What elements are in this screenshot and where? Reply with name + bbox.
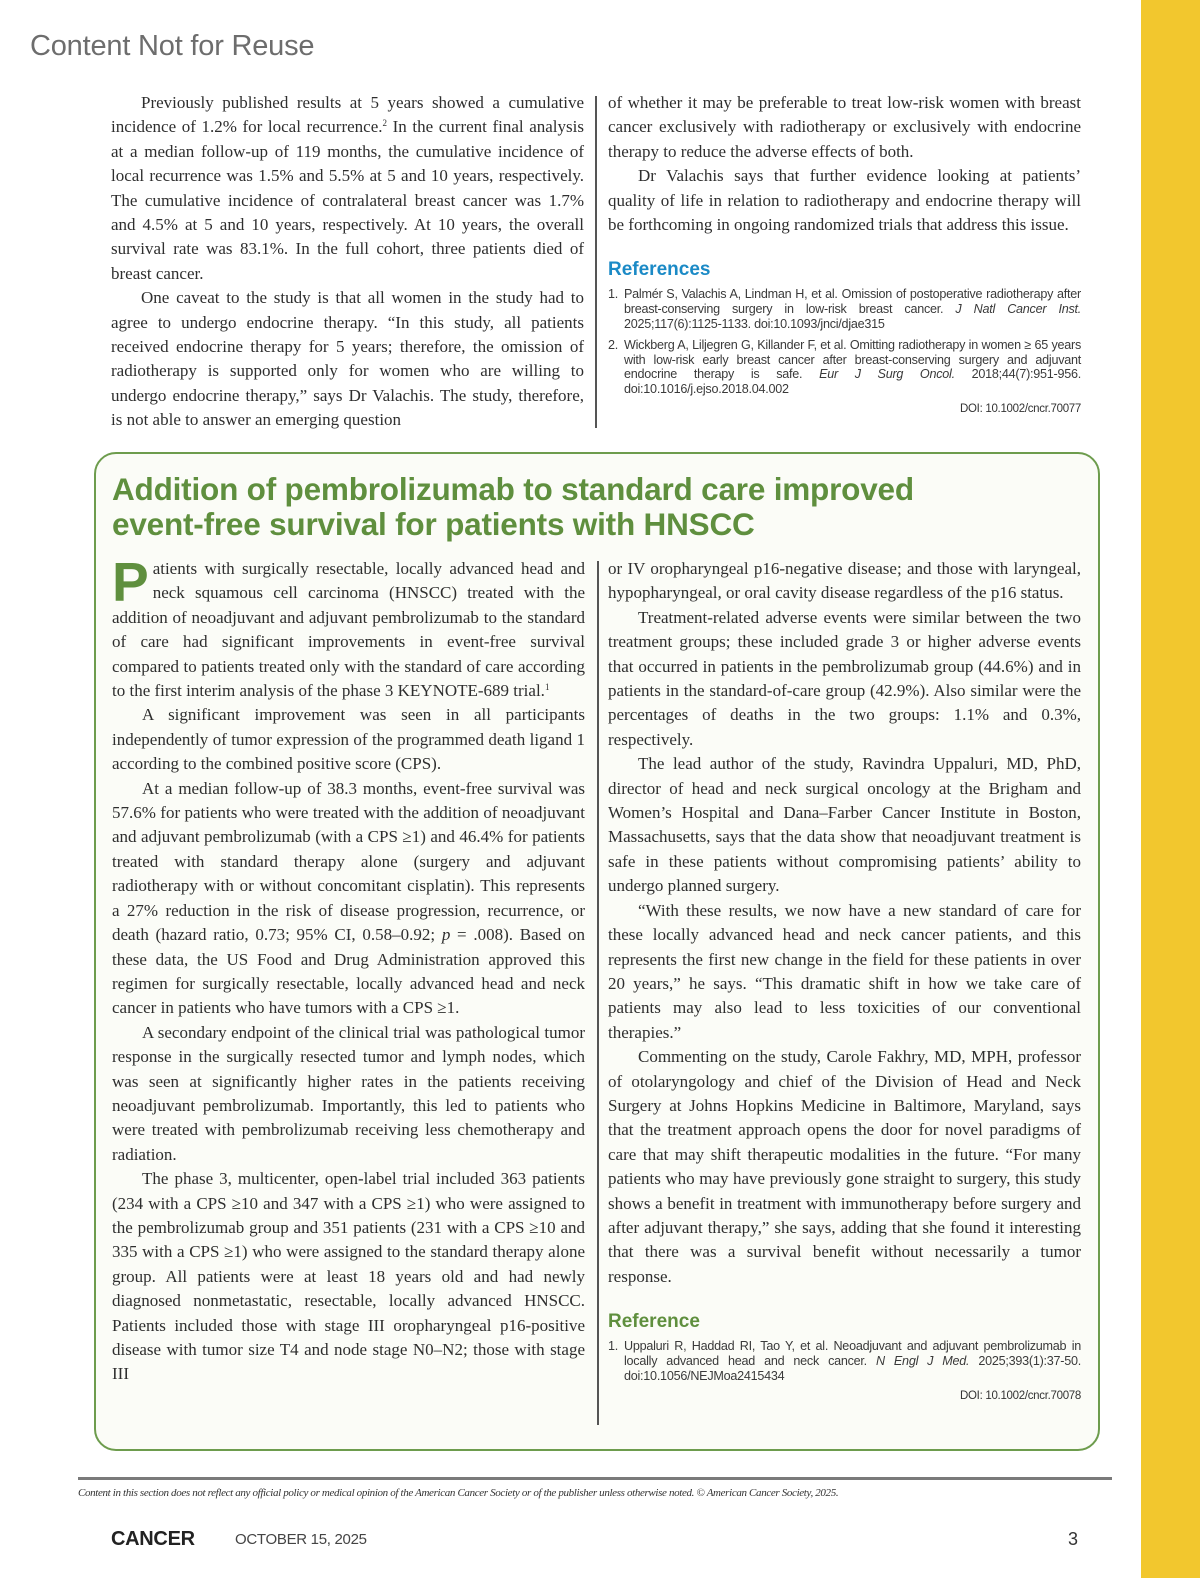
paragraph: or IV oropharyngeal p16-negative disease; and those with laryngeal, hypopharyngeal, or oral cavity disease regardless of the p16 status. xyxy=(608,559,1081,603)
paragraph: of whether it may be preferable to treat low-risk women with breast cancer exclusively with radiotherapy or exclusively with endocrine therapy to reduce the adverse effects of both. xyxy=(608,93,1081,161)
column-divider xyxy=(597,561,599,1425)
box-left-column xyxy=(112,551,585,1387)
paragraph: At a median follow-up of 38.3 months, event-free survival was 57.6% for patients who were treated with the addition of neoadjuvant and adjuvant pembrolizumab (with a CPS ≥1) and 46.4% for patients treated with standard therapy alone (surgery and adjuvant radiotherapy with or without concomitant cisplatin). This represents a 27% reduction in the risk of disease progression, recurrence, or death (hazard ratio, 0.73; 95% CI, 0.58–0.92; p = .008). Based on these data, the US Food and Drug Administration approved this regimen for surgically resectable, locally advanced head and neck cancer in patients who have tumors with a CPS ≥1. xyxy=(112,778,585,1018)
paragraph: The phase 3, multicenter, open-label trial included 363 patients (234 with a CPS ≥10 and 347 with a CPS ≥1) who were assigned to the pembrolizumab group and 351 patients (231 with a CPS ≥10 and 335 with a CPS ≥1) who were assigned to the standard therapy alone group. All patients were at least 18 years old and had newly diagnosed nonmetastatic, resectable, locally advanced HNSCC. Patients included those with stage III oropharyngeal p16-positive disease with tumor size T4 and node stage N0–N2; those with stage III xyxy=(112,1169,585,1384)
paragraph: One caveat to the study is that all women in the study had to agree to undergo endocrine therapy. “In this study, all patients received endocrine therapy for 5 years; therefore, the omission of radiotherapy is supported only for women who are willing to undergo endocrine therapy,” says Dr Valachis. The study, therefore, is not able to answer an emerging question xyxy=(111,288,584,430)
column-divider xyxy=(595,96,597,428)
paragraph: The lead author of the study, Ravindra Uppaluri, MD, PhD, director of head and neck surgical oncology at the Brigham and Women’s Hospital and Dana–Farber Cancer Institute in Boston, Massachusetts, says that the data show that neoadjuvant treatment is safe in these patients without compromising patients’ ability to undergo planned surgery. xyxy=(608,754,1081,896)
citation-superscript: 1 xyxy=(544,682,550,693)
citation-superscript: 2 xyxy=(382,118,388,129)
box-right-column xyxy=(608,557,1081,1402)
article-box xyxy=(94,452,1100,1451)
footer-rule xyxy=(78,1477,1112,1480)
drop-cap: P xyxy=(112,551,149,613)
issue-date: OCTOBER 15, 2025 xyxy=(235,1531,367,1548)
doi-label: DOI: 10.1002/cncr.70078 xyxy=(960,1389,1081,1402)
paragraph: Dr Valachis says that further evidence looking at patients’ quality of life in relation to radiotherapy and endocrine therapy will be forthcoming in ongoing randomized trials that address this issue. xyxy=(608,166,1081,235)
paragraph: Previously published results at 5 years showed a cumulative incidence of 1.2% for local recurrence.$^2$ In the current final analysis at a median follow-up of 119 months, the cumulative incidence of local recurrence was 1.5% and 5.5% at 5 and 10 years, respectively. The cumulative incidence of contralateral breast cancer was 1.7% and 4.5% at 5 and 10 years, respectively. At 10 years, the overall survival rate was 83.1%. In the full cohort, three patients died of breast cancer. xyxy=(111,93,584,283)
paragraph: Commenting on the study, Carole Fakhry, MD, MPH, professor of otolaryngology and chief of the Division of Head and Neck Surgery at Johns Hopkins Medicine in Baltimore, Maryland, says that the treatment approach opens the door for novel paradigms of care that may shift therapeutic modalities in the future. “For many patients who may have previously gone straight to surgery, this study shows a benefit in treatment with immunotherapy before surgery and after adjuvant therapy,” she says, adding that she found it interesting that there was a survival benefit without necessarily a tumor response. xyxy=(608,1047,1081,1286)
references-list xyxy=(608,287,1081,397)
paragraph: Treatment-related adverse events were similar between the two treatment groups; these included grade 3 or higher adverse events that occurred in patients in the pembrolizumab group (44.6%) and in patients in the standard-of-care group (42.9%). Also similar were the percentages of deaths in the two groups: 1.1% and 0.3%, respectively. xyxy=(608,607,1081,749)
yellow-side-bar xyxy=(1141,0,1200,1578)
paragraph: A secondary endpoint of the clinical trial was pathological tumor response in the surgically resected tumor and lymph nodes, which was seen at significantly higher rates in the patients receiving neoadjuvant pembrolizumab. Importantly, this led to patients who were treated with pembrolizumab receiving less chemotherapy and radiation. xyxy=(112,1022,585,1164)
footer-disclaimer: Content in this section does not reflect any official policy or medical opinion of the American Cancer Society or of the publisher unless otherwise noted. © American Cancer Society, 2025. xyxy=(78,1487,839,1499)
watermark: Content Not for Reuse xyxy=(30,30,315,62)
references-heading: References xyxy=(608,259,711,281)
paragraph: A significant improvement was seen in all participants independently of tumor expression of the programmed death ligand 1 according to the combined positive score (CPS). xyxy=(112,705,585,774)
page-number: 3 xyxy=(1068,1529,1079,1549)
paragraph: Patients with surgically resectable, locally advanced head and neck squamous cell carcinoma (HNSCC) treated with the addition of neoadjuvant and adjuvant pembrolizumab to the standard of care had significant improvements in event-free survival compared to patients treated only with the standard of care according to the first interim analysis of the phase 3 KEYNOTE-689 trial.$^1$ xyxy=(112,551,585,701)
reference-item: 1. Uppaluri R, Haddad RI, Tao Y, et al. Neoadjuvant and adjuvant pembrolizumab in locally advanced head and neck cancer. N Engl J Med. 2025;393(1):37-50. doi:10.1056/NEJMoa2415434 xyxy=(608,1339,1081,1383)
paragraph: “With these results, we now have a new standard of care for these locally advanced head and neck cancer patients, and this represents the first new change in the field for these patients in over 20 years,” he says. “This dramatic shift in how we take care of patients may also lead to less toxicities of our conventional therapies.” xyxy=(608,900,1081,1042)
top-article-right-column xyxy=(608,91,1081,415)
reference-heading: Reference xyxy=(608,1311,700,1333)
doi-label: DOI: 10.1002/cncr.70077 xyxy=(960,403,1081,416)
article-title: Addition of pembrolizumab to standard care improved event-free survival for patients with HNSCC xyxy=(112,471,914,542)
top-article-left-column xyxy=(111,91,584,433)
references-list xyxy=(608,1339,1081,1383)
reference-item: 2. Wickberg A, Liljegren G, Killander F, et al. Omitting radiotherapy in women ≥ 65 years with low-risk early breast cancer after breast-conserving surgery and adjuvant endocrine therapy is safe. Eur J Surg Oncol. 2018;44(7):951-956. doi:10.1016/j.ejso.2018.04.002 xyxy=(608,337,1081,397)
reference-item: 1. Palmér S, Valachis A, Lindman H, et al. Omission of postoperative radiotherapy after breast-conserving surgery in low-risk breast cancer. J Natl Cancer Inst. 2025;117(6):1125-1133. doi:10.1093/jnci/djae315 xyxy=(608,287,1082,332)
journal-brand: CANCER xyxy=(111,1528,195,1550)
